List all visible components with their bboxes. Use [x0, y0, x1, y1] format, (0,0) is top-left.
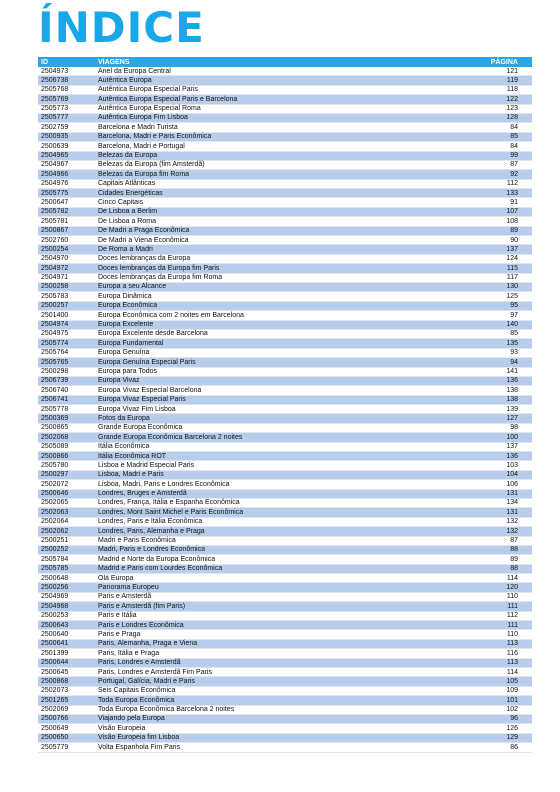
- trip-id: 2502063: [41, 508, 69, 516]
- trip-id: 2500258: [41, 283, 69, 291]
- trip-page: 101: [506, 696, 518, 704]
- trip-name: Paris, Londres e Amsterdã Fim Paris: [98, 668, 212, 676]
- trip-id: 2502760: [41, 236, 69, 244]
- trip-id: 2506741: [41, 396, 69, 404]
- trip-page: 106: [506, 480, 518, 488]
- trip-id: 2505765: [41, 358, 69, 366]
- trip-name: Paris, Itália e Praga: [98, 649, 160, 657]
- trip-name: Belezas da Europa (fim Amsterdã): [98, 161, 205, 169]
- trip-name: Paris, Alemanha, Praga e Viena: [98, 640, 198, 648]
- trip-page: 92: [510, 170, 518, 178]
- trip-id: 2505764: [41, 349, 69, 357]
- trip-id: 2504967: [41, 161, 69, 169]
- trip-id: 2506738: [41, 76, 69, 84]
- trip-page: 128: [506, 114, 518, 122]
- trip-name: Visão Europeia fim Lisboa: [98, 734, 180, 742]
- trip-name: Autêntica Europa Especial Roma: [98, 105, 201, 113]
- trip-name: Grande Europa Econômica Barcelona 2 noites: [98, 433, 243, 441]
- trip-page: 111: [507, 602, 518, 610]
- trip-page: 84: [510, 123, 518, 131]
- trip-name: Belezas da Europa fim Roma: [98, 170, 190, 178]
- trip-id: 2500369: [41, 414, 69, 422]
- trip-page: 85: [510, 330, 518, 338]
- trip-name: Europa Econômica com 2 noites em Barcelona: [98, 311, 244, 319]
- trip-page: 86: [510, 743, 518, 751]
- trip-page: 133: [506, 189, 518, 197]
- trip-name: Londres, França, Itália e Espanha Econômica: [98, 499, 240, 507]
- trip-id: 2500766: [41, 715, 69, 723]
- trip-page: 104: [506, 471, 518, 479]
- trip-name: Toda Europa Econômica Barcelona 2 noites: [98, 706, 235, 714]
- trip-page: 121: [506, 67, 518, 75]
- trip-page: 124: [506, 255, 518, 263]
- trip-page: 139: [506, 405, 518, 413]
- trip-page: 88: [510, 546, 518, 554]
- trip-id: 2502759: [41, 123, 69, 131]
- trip-page: 112: [506, 612, 518, 620]
- trip-page: 84: [510, 142, 518, 150]
- trip-page: 132: [506, 518, 518, 526]
- trip-page: 116: [506, 649, 518, 657]
- trip-page: 93: [510, 349, 518, 357]
- trip-name: Autêntica Europa Especial Paris: [98, 86, 198, 94]
- trip-page: 96: [510, 715, 518, 723]
- trip-id: 2500866: [41, 452, 69, 460]
- trip-name: Cinco Capitais: [98, 198, 144, 206]
- trip-name: Barcelona e Madri Turista: [98, 123, 178, 131]
- trip-page: 87: [510, 161, 518, 169]
- trip-name: Doces lembranças da Europa fim Roma: [98, 274, 223, 282]
- trip-id: 2504975: [41, 330, 69, 338]
- trip-page: 89: [510, 227, 518, 235]
- trip-name: Olá Europa: [98, 574, 134, 582]
- trip-id: 2500256: [41, 583, 69, 591]
- trip-id: 2500647: [41, 198, 69, 206]
- trip-page: 110: [506, 593, 518, 601]
- trip-name: Paris e Londres Econômica: [98, 621, 184, 629]
- trip-id: 2505769: [41, 95, 69, 103]
- trip-id: 2502064: [41, 518, 69, 526]
- trip-name: Doces lembranças da Europa fim Paris: [98, 264, 220, 272]
- trip-name: Londres, Mont Saint Michel e Paris Econômica: [98, 508, 244, 516]
- trip-id: 2500257: [41, 302, 69, 310]
- trip-name: Europa a seu Alcance: [98, 283, 167, 291]
- trip-id: 2502072: [41, 480, 69, 488]
- trip-id: 2505775: [41, 189, 69, 197]
- trip-id: 2505783: [41, 292, 69, 300]
- table-body: [38, 67, 532, 753]
- trip-id: 2506739: [41, 377, 69, 385]
- index-table: [38, 57, 532, 753]
- trip-page: 130: [506, 283, 518, 291]
- trip-name: Londres, Bruges e Amsterdã: [98, 490, 187, 498]
- trip-name: Paris e Amsterdã (fim Paris): [98, 602, 186, 610]
- trip-id: 2500650: [41, 734, 69, 742]
- trip-name: De Madri a Viena Econômica: [98, 236, 189, 244]
- trip-page: 90: [510, 236, 518, 244]
- trip-name: De Lisboa a Roma: [98, 217, 156, 225]
- trip-page: 100: [506, 433, 518, 441]
- trip-page: 87: [510, 537, 518, 545]
- trip-id: 2500643: [41, 621, 69, 629]
- trip-page: 107: [506, 208, 518, 216]
- trip-page: 137: [506, 443, 518, 451]
- trip-name: Madrid e Norte da Europa Econômica: [98, 555, 216, 563]
- trip-page: 125: [506, 292, 518, 300]
- trip-id: 2500297: [41, 471, 69, 479]
- trip-id: 2502069: [41, 706, 69, 714]
- trip-page: 132: [506, 527, 518, 535]
- header-trips: VIAGENS: [98, 58, 130, 66]
- trip-id: 2500641: [41, 640, 69, 648]
- trip-page: 103: [506, 461, 518, 469]
- trip-id: 2501399: [41, 649, 69, 657]
- trip-id: 2505785: [41, 565, 69, 573]
- trip-id: 2506740: [41, 386, 69, 394]
- page-title: ÍNDICE: [38, 3, 205, 52]
- trip-page: 113: [506, 659, 518, 667]
- trip-name: Capitais Atlânticas: [98, 180, 156, 188]
- trip-page: 119: [506, 76, 518, 84]
- trip-name: Autêntica Europa Especial Paris e Barcelona: [98, 95, 238, 103]
- trip-page: 120: [506, 583, 518, 591]
- trip-page: 131: [506, 490, 518, 498]
- trip-page: 123: [506, 105, 518, 113]
- trip-id: 2505777: [41, 114, 69, 122]
- trip-id: 2505774: [41, 339, 69, 347]
- trip-page: 134: [506, 499, 518, 507]
- trip-name: De Madri a Praga Econômica: [98, 227, 190, 235]
- trip-name: Barcelona, Madri e Portugal: [98, 142, 185, 150]
- trip-id: 2505089: [41, 443, 69, 451]
- trip-name: Europa Excelente: [98, 321, 154, 329]
- trip-name: Belezas da Europa: [98, 152, 158, 160]
- table-header: [38, 57, 532, 67]
- trip-name: Volta Espanhola Fim Paris: [98, 743, 181, 751]
- trip-name: Europa Genuína: [98, 349, 150, 357]
- trip-page: 122: [506, 95, 518, 103]
- trip-id: 2504968: [41, 602, 69, 610]
- trip-name: Seis Capitais Econômica: [98, 687, 176, 695]
- trip-page: 129: [506, 734, 518, 742]
- trip-id: 2505781: [41, 217, 69, 225]
- trip-name: Madrid e Paris com Lourdes Econômica: [98, 565, 223, 573]
- trip-page: 88: [510, 565, 518, 573]
- trip-id: 2504971: [41, 274, 69, 282]
- trip-name: Fotos da Europa: [98, 414, 150, 422]
- trip-name: Europa para Todos: [98, 368, 158, 375]
- trip-id: 2500649: [41, 724, 69, 732]
- trip-id: 2500252: [41, 546, 69, 554]
- trip-page: 111: [507, 621, 518, 629]
- trip-page: 114: [506, 574, 518, 582]
- trip-name: Doces lembranças da Europa: [98, 255, 191, 263]
- trip-id: 2500254: [41, 245, 69, 253]
- trip-page: 97: [510, 311, 518, 319]
- trip-name: Madri, Paris e Londres Econômica: [98, 546, 205, 554]
- trip-page: 89: [510, 555, 518, 563]
- trip-id: 2502068: [41, 433, 69, 441]
- trip-name: Portugal, Galícia, Madri e Paris: [98, 677, 195, 685]
- trip-page: 113: [506, 640, 518, 648]
- trip-name: Lisboa e Madrid Especial Paris: [98, 461, 195, 469]
- trip-name: Toda Europa Econômica: [98, 696, 175, 704]
- trip-id: 2502065: [41, 499, 69, 507]
- trip-page: 98: [510, 424, 518, 432]
- trip-name: Grande Europa Econômica: [98, 424, 183, 432]
- trip-page: 95: [510, 302, 518, 310]
- trip-page: 118: [506, 86, 518, 94]
- trip-name: Itália Econômica: [98, 443, 150, 451]
- trip-page: 126: [506, 724, 518, 732]
- trip-page: 137: [506, 245, 518, 253]
- trip-id: 2505779: [41, 743, 69, 751]
- trip-id: 2504965: [41, 152, 69, 160]
- trip-id: 2500639: [41, 142, 69, 150]
- trip-name: Barcelona, Madri e Paris Econômica: [98, 133, 212, 141]
- trip-name: Paris e Itália: [98, 612, 137, 620]
- trip-id: 2500648: [41, 574, 69, 582]
- trip-page: 91: [510, 198, 518, 206]
- trip-name: Europa Econômica: [98, 302, 158, 310]
- trip-id: 2505773: [41, 105, 69, 113]
- trip-page: 127: [506, 414, 518, 422]
- trip-page: 140: [506, 321, 518, 329]
- trip-page: 138: [506, 396, 518, 404]
- trip-name: Panorama Europeu: [98, 583, 159, 591]
- trip-name: Europa Dinâmica: [98, 292, 152, 300]
- trip-id: 2500644: [41, 659, 69, 667]
- trip-name: De Lisboa a Berlim: [98, 208, 158, 216]
- trip-id: 2500645: [41, 668, 69, 676]
- trip-id: 2500253: [41, 612, 69, 620]
- trip-name: Europa Fundamental: [98, 339, 164, 347]
- trip-page: 136: [506, 452, 518, 460]
- trip-name: Europa Excelente desde Barcelona: [98, 330, 208, 338]
- trip-id: 2500646: [41, 490, 69, 498]
- trip-name: Visão Europeia: [98, 724, 146, 732]
- trip-id: 2504966: [41, 170, 69, 178]
- trip-page: 115: [506, 264, 518, 272]
- trip-id: 2500865: [41, 424, 69, 432]
- trip-id: 2504974: [41, 321, 69, 329]
- trip-page: 108: [506, 217, 518, 225]
- trip-name: Itália Econômica ROT: [98, 452, 167, 460]
- trip-page: 112: [506, 180, 518, 188]
- trip-page: 102: [506, 706, 518, 714]
- trip-name: Madri e Paris Econômica: [98, 537, 176, 545]
- header-page: PÁGINA: [490, 58, 518, 66]
- trip-name: Paris, Londres e Amsterdã: [98, 659, 181, 667]
- trip-id: 2500868: [41, 677, 69, 685]
- trip-id: 2505768: [41, 86, 69, 94]
- trip-name: Viajando pela Europa: [98, 715, 165, 723]
- trip-name: Europa Vivaz Especial Paris: [98, 396, 186, 404]
- trip-name: Europa Vivaz: [98, 377, 140, 385]
- trip-page: 109: [506, 687, 518, 695]
- trip-id: 2504972: [41, 264, 69, 272]
- table-row: [38, 743, 532, 752]
- trip-name: Lisboa, Madri, Paris e Londres Econômica: [98, 480, 230, 488]
- trip-id: 2501265: [41, 696, 69, 704]
- trip-id: 2502062: [41, 527, 69, 535]
- trip-name: Paris e Amsterdã: [98, 593, 152, 601]
- trip-name: Europa Vivaz Fim Lisboa: [98, 405, 176, 413]
- trip-name: Europa Vivaz Especial Barcelona: [98, 386, 202, 394]
- trip-id: 2500935: [41, 133, 69, 141]
- trip-name: Cidades Energéticas: [98, 189, 163, 197]
- trip-id: 2504973: [41, 67, 69, 75]
- trip-id: 2505782: [41, 208, 69, 216]
- trip-id: 2505784: [41, 555, 69, 563]
- trip-name: Lisboa, Madri e Paris: [98, 471, 164, 479]
- trip-page: 141: [506, 368, 518, 375]
- trip-name: Paris e Praga: [98, 630, 141, 638]
- trip-name: Londres, Paris, Alemanha e Praga: [98, 527, 205, 535]
- trip-id: 2502073: [41, 687, 69, 695]
- trip-id: 2505778: [41, 405, 69, 413]
- trip-page: 114: [506, 668, 518, 676]
- trip-name: Autêntica Europa: [98, 76, 152, 84]
- trip-id: 2500251: [41, 537, 69, 545]
- trip-name: De Roma a Madri: [98, 245, 153, 253]
- trip-id: 2500640: [41, 630, 69, 638]
- trip-name: Anel da Europa Central: [98, 67, 171, 75]
- trip-id: 2501400: [41, 311, 69, 319]
- trip-id: 2500298: [41, 368, 69, 375]
- trip-page: 85: [510, 133, 518, 141]
- trip-page: 138: [506, 386, 518, 394]
- trip-page: 117: [506, 274, 518, 282]
- trip-id: 2504969: [41, 593, 69, 601]
- trip-page: 110: [506, 630, 518, 638]
- header-id: ID: [41, 58, 48, 66]
- trip-page: 99: [510, 152, 518, 160]
- trip-name: Autêntica Europa Fim Lisboa: [98, 114, 188, 122]
- trip-page: 105: [506, 677, 518, 685]
- trip-id: 2500867: [41, 227, 69, 235]
- trip-page: 136: [506, 377, 518, 385]
- trip-id: 2504976: [41, 180, 69, 188]
- trip-name: Europa Genuína Especial Paris: [98, 358, 196, 366]
- trip-id: 2505780: [41, 461, 69, 469]
- trip-name: Londres, Paris e Itália Econômica: [98, 518, 203, 526]
- trip-page: 131: [506, 508, 518, 516]
- trip-id: 2504970: [41, 255, 69, 263]
- trip-page: 94: [510, 358, 518, 366]
- trip-page: 135: [506, 339, 518, 347]
